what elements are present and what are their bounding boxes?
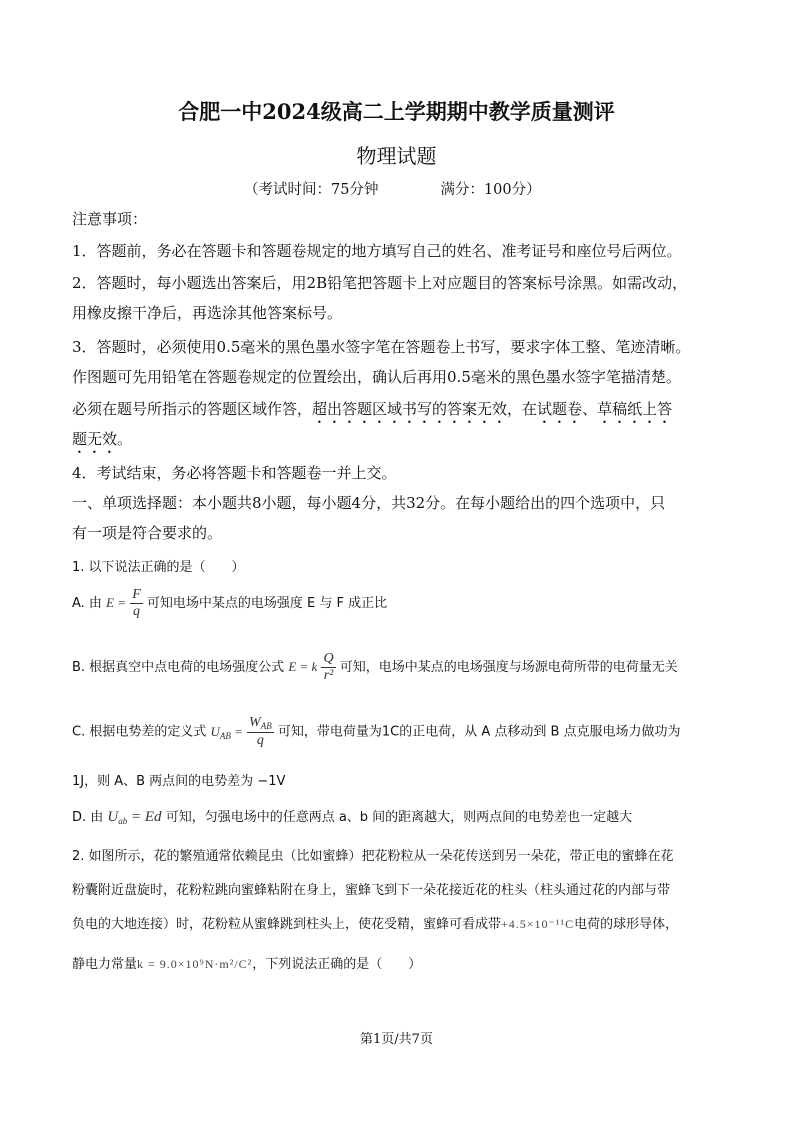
formula-subscript: AB	[219, 730, 231, 741]
charge-value: +4.5×10⁻¹¹C	[501, 917, 575, 931]
q1-option-b	[72, 652, 678, 683]
question-text: 负电的大地连接）时，花粉粒从蜜蜂跳到柱头上，使花受精，蜜蜂可看成带	[72, 917, 502, 932]
question-2-line-4	[72, 953, 421, 972]
formula	[107, 809, 161, 825]
q1-option-a	[72, 588, 387, 619]
numerator-subscript: AB	[260, 721, 272, 731]
denominator: q	[132, 604, 140, 619]
note-text: 必须在题号所指示的答题区域作答，	[72, 400, 313, 418]
formula-subscript: ab	[118, 816, 128, 826]
page-subtitle: 物理试题	[356, 144, 437, 168]
option-label: B. 根据真空中点电荷的电场强度公式	[72, 660, 285, 675]
question-2-line-2: 粉囊附近盘旋时，花粉粒跳向蜜蜂粘附在身上，蜜蜂飞到下一朵花接近花的柱头（柱头通过花的内部与带	[72, 883, 671, 898]
numerator: F	[132, 587, 141, 602]
fraction	[321, 652, 335, 683]
note-3: 3．答题时，必须使用0.5毫米的黑色墨水签字笔在答题卷上书写，要求字体工整、笔迹清晰。	[72, 338, 691, 356]
emphasis-text: 题无效	[72, 430, 118, 448]
formula-equals: =	[234, 723, 243, 739]
option-label: A. 由	[72, 596, 102, 611]
option-text: 可知，匀强电场中的任意两点 a、b 间的距离越大，则两点间的电势差也一定越大	[165, 810, 633, 825]
note-3-cont3	[72, 428, 132, 457]
note-text: 。	[117, 430, 133, 448]
exam-time: （考试时间：75分钟	[244, 182, 379, 198]
exam-info	[244, 178, 541, 199]
section-heading: 一、单项选择题：本小题共8小题，每小题4分，共32分。在每小题给出的四个选项中，只	[72, 494, 666, 512]
q1-option-d	[72, 806, 632, 826]
formula: E = k	[288, 659, 318, 674]
numerator	[247, 716, 274, 733]
option-text: 可知电场中某点的电场强度 E 与 F 成正比	[146, 596, 388, 611]
q1-option-c	[72, 716, 681, 748]
note-1: 1．答题前，务必在答题卡和答题卷规定的地方填写自己的姓名、准考证号和座位号后两位。	[72, 242, 682, 260]
emphasis-text: 试题卷	[537, 400, 583, 418]
q1-option-c-cont: 1J，则 A、B 两点间的电势差为 −1V	[72, 774, 286, 789]
formula: E =	[106, 595, 127, 610]
note-text: ，在	[507, 400, 538, 418]
note-3-cont: 作图题可先用铅笔在答题卷规定的位置绘出，确认后再用0.5毫米的黑色墨水签字笔描清楚。	[72, 368, 681, 386]
page-title: 合肥一中2024级高二上学期期中教学质量测评	[178, 99, 615, 124]
option-text: 可知，带电荷量为1C的正电荷，从 A 点移动到 B 点克服电场力做功为	[277, 724, 681, 740]
coulomb-constant: k = 9.0×10⁹N·m²/C²	[137, 957, 253, 971]
question-1-stem: 1. 以下说法正确的是（ ）	[72, 560, 245, 575]
option-label: D. 由	[72, 810, 104, 825]
numerator-symbol: W	[249, 715, 261, 730]
numerator: Q	[323, 651, 334, 666]
option-text: 可知，电场中某点的电场强度与场源电荷所带的电荷量无关	[339, 660, 678, 675]
formula	[210, 724, 242, 739]
formula-symbol: U	[210, 723, 220, 739]
emphasis-text: 超出答题区域书写的答案无效	[312, 400, 508, 418]
full-score: 满分：100分）	[440, 182, 541, 198]
denominator: q	[256, 733, 264, 748]
fraction	[247, 716, 274, 748]
note-3-cont2	[72, 398, 672, 427]
note-2: 2．答题时，每小题选出答案后，用2B铅笔把答题卡上对应题目的答案标号涂黑。如需改动，	[72, 274, 688, 292]
note-4: 4．考试结束，务必将答题卡和答题卷一并上交。	[72, 464, 397, 482]
section-heading-cont: 有一项是符合要求的。	[72, 524, 223, 542]
denominator: r²	[323, 668, 334, 683]
page-number: 第1页/共7页	[360, 1032, 433, 1047]
fraction	[130, 588, 143, 619]
note-text: 、	[582, 400, 598, 418]
question-text: 电荷的球形导体，	[574, 917, 679, 932]
question-2-line-3	[72, 913, 678, 932]
question-text: ，下列说法正确的是（ ）	[252, 957, 422, 972]
formula-rest: = Ed	[131, 809, 162, 825]
emphasis-text: 草稿纸上答	[597, 400, 673, 418]
formula-symbol: U	[107, 809, 119, 825]
question-2-line-1: 2. 如图所示，花的繁殖通常依赖昆虫（比如蜜蜂）把花粉粒从一朵花传送到另一朵花，带正电的蜜蜂在花	[72, 849, 674, 864]
note-2-cont: 用橡皮擦干净后，再选涂其他答案标号。	[72, 304, 343, 322]
notes-heading: 注意事项：	[72, 210, 148, 228]
question-text: 静电力常量	[72, 957, 138, 972]
option-label: C. 根据电势差的定义式	[72, 724, 207, 740]
